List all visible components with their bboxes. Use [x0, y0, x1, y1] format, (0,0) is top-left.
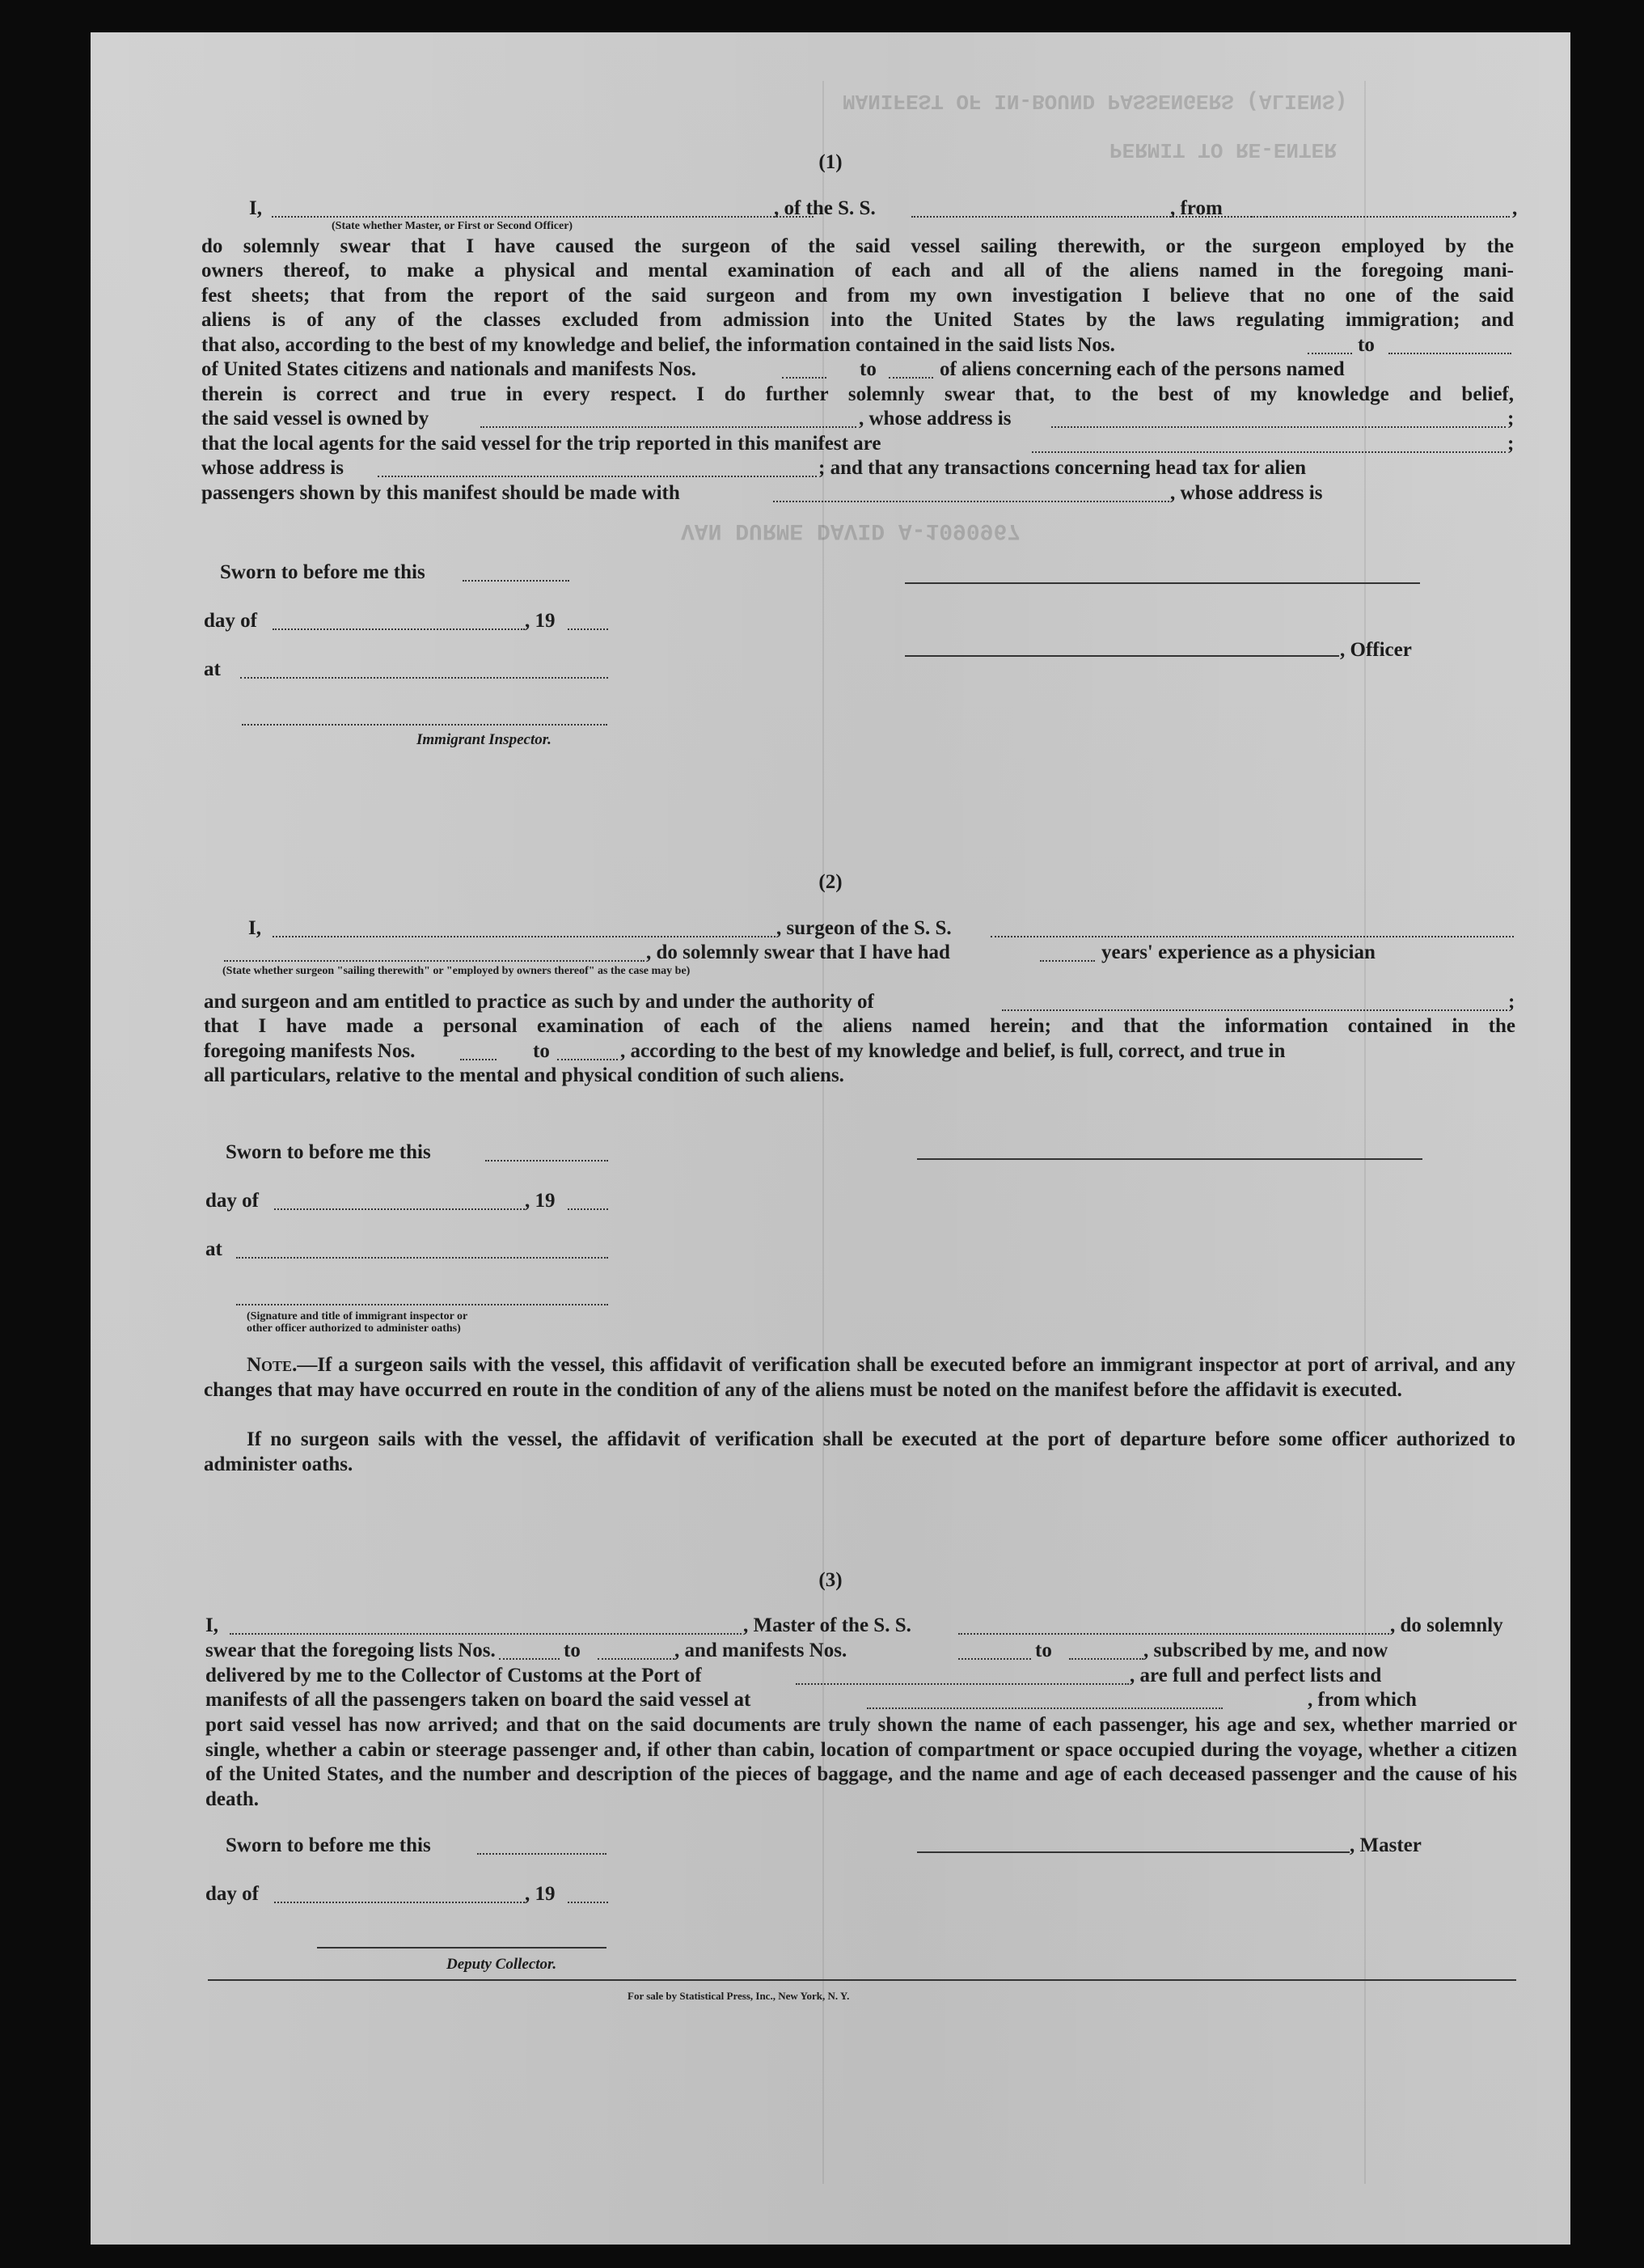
- years-field: [1040, 958, 1095, 962]
- lists-to-field: [1388, 351, 1511, 354]
- officer-signature-line-2: [905, 655, 1339, 657]
- owner-field: [480, 425, 856, 428]
- manifest-verification-page: MANIFEST OF IN-BOUND PASSENGERS (ALIENS) PERMIT TO RE-ENTER VAN DURME DAVID A-1090967 (1) I, , of the S. S. , from , (State whether Master, or First or Second Officer) do solemnly swear that I have caused the surgeon of the said vessel sailing therewith, or the surgeon employed by the owners thereof, to make a physical and mental examination of each and all of the aliens named in the foregoing mani- fest sheets; that from the report of the said surgeon and from my own investigation I believe that no one of the said aliens is of any of the classes excluded from admission into the United States by the laws regulating immigration; and that also, according to the best of my knowledge and belief, the information contained in the said lists Nos. to of United States citizens and nationals and manifests Nos. to of aliens concerning each of the persons named therein is correct and true in every respect. I do further solemnly swear that, to the best of my knowledge and belief, the said vessel is owned by , whose address is ; that the local agents for the said vessel for the trip reported in this manifest are ; whose address is ; and that any transactions concerning head tax for alien passengers shown by this manifest should be made with , whose address is Sworn to before me this day of , 19 at Immigrant Inspector. , Officer (2) I, , surgeon of the S. S. , do solemnly swear that I have had years' experience as a physician (State whether surgeon "sailing therewith" or "employed by owners thereof" as the case may be) and surgeon and am entitled to practice as such by and under the authority of ; that I have made a personal examination of each of the aliens named herein; and that the information contained in the foregoing manifests Nos. to , according to the best of my knowledge and belief, is full, correct, and true in all particulars, relative to the mental and physical condition of such aliens. Sworn to before me this day of , 19 at (Signature and title of immigrant inspector or other officer authorized to administer oaths) Note.—If a surgeon sails with the vessel, this affidavit of verification shall be executed before an immigrant inspector at port of arrival, and any changes that may have occurred en route in the condition of any of the aliens must be noted on the manifest before the affidavit is executed. If no surgeon sails with the vessel, the affidavit of verification shall be executed at the port of departure before some officer authorized to administer oaths. (3) I, , Master of the S. S. , do solemnly swear that the foregoing lists Nos. to , and manifests Nos. to , subscribed by me, and now delivered by me to the Collector of Customs at the Port of , are full and perfect lists and manifests of all the passengers taken on board the said vessel at , from which port said vessel has now arrived; and that on the said documents are truly shown the name of each passenger, his age and sex, whether married or single, whether a cabin or steerage passenger and, if other than cabin, location of compartment or space occupied during the voyage, whether a citizen of the United States, and the number and description of the pieces of baggage, and the name and age of each deceased passenger and the cause of his death. Sworn to before me this , Master day of , 19 Deputy Collector. For sale by Statistical Press, Inc., New York, N. Y.: [91, 32, 1570, 2245]
- officer-label: , Officer: [1340, 639, 1412, 661]
- sworn-date-field: [477, 1851, 606, 1855]
- port-field: [796, 1682, 1129, 1685]
- place-field: [240, 675, 608, 679]
- collector-caption: Deputy Collector.: [446, 1956, 557, 1973]
- manifests-to-field: [557, 1057, 618, 1060]
- master-vessel-field: [958, 1631, 1389, 1635]
- day-of-field: [274, 1900, 525, 1903]
- manifests-to-field: [889, 375, 933, 379]
- surgeon-signature-line: [917, 1158, 1422, 1160]
- manifests-to-field: [1069, 1657, 1143, 1660]
- day-of-field: [274, 1207, 525, 1210]
- surgeon-vessel-field: [991, 934, 1514, 937]
- surgeon-status-field: [224, 958, 644, 962]
- lists-from-field: [1308, 351, 1352, 354]
- lists-from-field: [499, 1657, 560, 1660]
- sworn-label: Sworn to before me this: [226, 1141, 431, 1163]
- bleed-through: MANIFEST OF IN-BOUND PASSENGERS (ALIENS): [843, 89, 1348, 113]
- oath-line: therein is correct and true in every respect. I do further solemnly swear that, to the best of my knowledge and belief,: [201, 383, 1514, 405]
- section-number: (3): [818, 1569, 843, 1591]
- agents-field: [1032, 450, 1506, 453]
- master-name-field: [230, 1631, 742, 1635]
- note-paragraph: Note.—If a surgeon sails with the vessel, this affidavit of verification shall be executed before an immigrant inspector at port of arrival, and any changes that may have occurred en route in the condition of any of the aliens must be noted on the manifest before the affidavit is executed.: [204, 1354, 1515, 1401]
- authority-field: [1002, 1008, 1507, 1011]
- inspector-signature-field: [242, 722, 607, 726]
- oath-line: owners thereof, to make a physical and mental examination of each and all of the aliens named in the foregoing mani-: [201, 260, 1514, 281]
- inspector-caption: Immigrant Inspector.: [416, 731, 552, 748]
- owner-address-field: [1051, 425, 1506, 428]
- section-number: (1): [818, 151, 843, 173]
- sworn-date-field: [485, 1158, 608, 1162]
- oath-vessel-label: , of the S. S.: [774, 197, 876, 219]
- year-field: [568, 627, 608, 630]
- officer-signature-field: [236, 1302, 608, 1305]
- footer-rule: [208, 1979, 1516, 1981]
- officer-rank-field: [272, 214, 814, 218]
- sworn-date-field: [463, 578, 569, 582]
- manifests-from-field: [782, 375, 826, 379]
- boarding-port-field: [867, 1706, 1223, 1709]
- section-number: (2): [818, 871, 843, 893]
- bleed-through: PERMIT TO RE-ENTER: [1109, 138, 1337, 162]
- place-field: [236, 1255, 608, 1259]
- oath-line: do solemnly swear that I have caused the surgeon of the said vessel sailing therewith, or the surgeon employed by the: [201, 235, 1514, 257]
- officer-signature-line-1: [905, 582, 1420, 584]
- sworn-label: Sworn to before me this: [226, 1834, 431, 1856]
- surgeon-name-field: [273, 934, 776, 937]
- manifests-from-field: [958, 1657, 1031, 1660]
- year-field: [568, 1207, 608, 1210]
- rank-caption: (State whether Master, or First or Second Officer): [332, 220, 573, 232]
- sworn-label: Sworn to before me this: [220, 561, 425, 583]
- year-field: [568, 1900, 608, 1903]
- manifests-from-field: [460, 1057, 497, 1060]
- oath-line: aliens is of any of the classes excluded from admission into the United States by the laws regulating immigration; and: [201, 309, 1514, 331]
- agents-address-field: [378, 474, 817, 477]
- master-label: , Master: [1350, 1834, 1422, 1856]
- master-signature-line: [917, 1851, 1350, 1853]
- oath-line: that I have made a personal examination of each of the aliens named herein; and that the information contained in the: [204, 1015, 1515, 1037]
- day-of-field: [273, 627, 525, 630]
- departure-port-field: [1251, 214, 1510, 218]
- lists-to-field: [598, 1657, 674, 1660]
- head-tax-party-field: [773, 499, 1169, 502]
- printer-imprint: For sale by Statistical Press, Inc., New York, N. Y.: [628, 1990, 850, 2002]
- oath-line: fest sheets; that from the report of the said surgeon and from my own investigation I believe that no one of the said: [201, 285, 1514, 307]
- master-oath-body: port said vessel has now arrived; and that on the said documents are truly shown the name of each passenger, his age and sex, whether married or single, whether a cabin or steerage passenger and, if other than cabin, location of compartment or space occupied during the voyage, whether a citizen of the United States, and the number and description of the pieces of baggage, and the name and age of each deceased passenger and the cause of his death.: [205, 1714, 1517, 1810]
- oath-prefix: I,: [249, 197, 262, 219]
- surgeon-caption: (State whether surgeon "sailing therewith" or "employed by owners thereof" as the case may be): [222, 965, 691, 977]
- oath-from-label: , from: [1170, 197, 1223, 219]
- note-paragraph-2: If no surgeon sails with the vessel, the affidavit of verification shall be executed at the port of departure before some officer authorized to administer oaths.: [204, 1428, 1515, 1475]
- collector-signature-line: [317, 1947, 606, 1949]
- bleed-through: VAN DURME DAVID A-1090967: [681, 518, 1021, 543]
